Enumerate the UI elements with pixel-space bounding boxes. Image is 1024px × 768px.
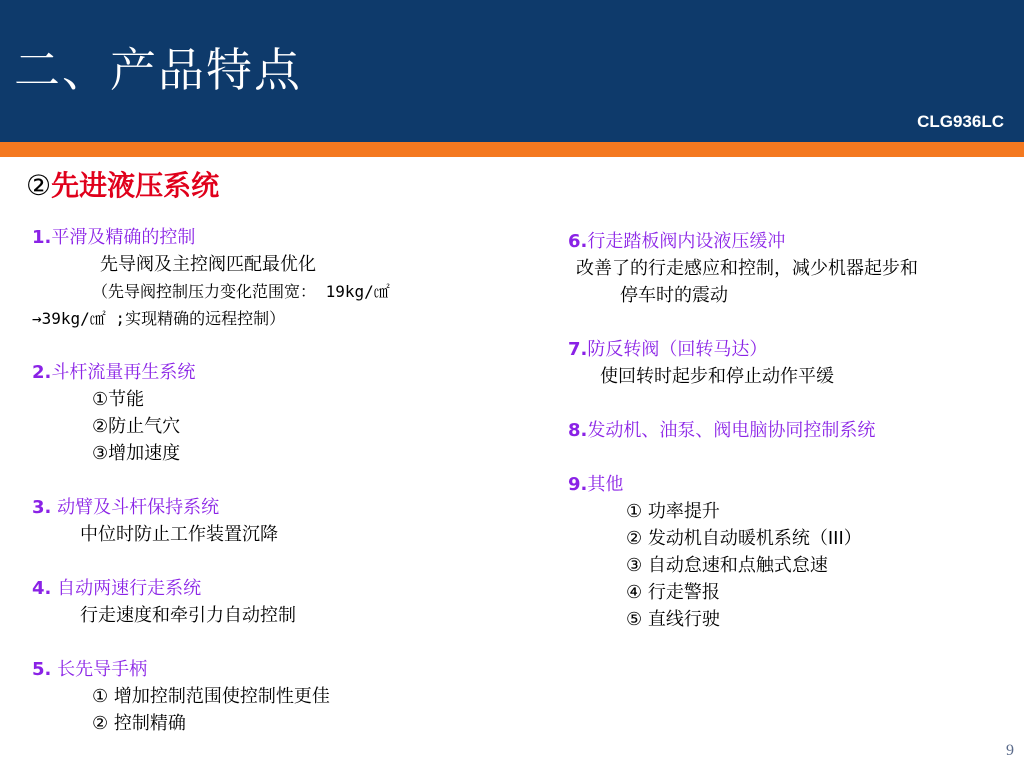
item-line: ②防止气穴 [92,416,181,437]
item-title: 动臂及斗杆保持系统 [57,497,220,518]
item-number: 1. [32,227,52,248]
item-line: 行走速度和牵引力自动控制 [80,605,296,626]
item-number: 8. [568,420,588,441]
item-line: 中位时防止工作装置沉降 [80,524,278,545]
item-line: ③ 自动怠速和点触式怠速 [626,555,828,576]
page-number: 9 [1006,742,1014,759]
item-line: 使回转时起步和停止动作平缓 [600,366,834,387]
right-column [568,228,1018,633]
slide-title: 二、产品特点 [14,43,302,97]
item-title: 防反转阀（回转马达） [587,339,768,360]
item-line: ② 控制精确 [92,713,186,734]
item-line: 先导阀及主控阀匹配最优化 [100,254,316,275]
item-heading [32,224,512,251]
item-heading [32,656,512,683]
item-number: 6. [568,231,588,252]
item-number: 5. [32,659,52,680]
item-line: ① 功率提升 [626,501,720,522]
item-line: ⑤ 直线行驶 [626,609,720,630]
item-line: ③增加速度 [92,443,181,464]
section-title [26,166,219,206]
item-title: 平滑及精确的控制 [51,227,196,248]
item-title: 斗杆流量再生系统 [51,362,196,383]
section-marker: ② [26,169,52,202]
item-number: 9. [568,474,588,495]
item-title: 其他 [587,474,624,495]
item-line: →39kg/㎠ ;实现精确的远程控制） [32,309,286,328]
item-line: （先导阀控制压力变化范围宽： 19kg/㎠ [92,282,390,301]
item-line: ④ 行走警报 [626,582,720,603]
item-line: ① 增加控制范围使控制性更佳 [92,686,330,707]
item-heading [32,575,512,602]
item-heading [32,494,512,521]
header-accent-band [0,142,1024,157]
item-title: 自动两速行走系统 [57,578,202,599]
item-heading [568,471,1018,498]
item-number: 4. [32,578,52,599]
item-line: 改善了的行走感应和控制，减少机器起步和 [576,258,918,279]
item-heading [568,417,1018,444]
item-title: 行走踏板阀内设液压缓冲 [587,231,786,252]
item-line: ①节能 [92,389,145,410]
model-label: CLG936LC [917,112,1004,131]
item-heading [32,359,512,386]
item-title: 发动机、油泵、阀电脑协同控制系统 [587,420,876,441]
item-heading [568,336,1018,363]
item-title: 长先导手柄 [57,659,148,680]
item-heading [568,228,1018,255]
item-number: 3. [32,497,52,518]
left-column [32,224,512,737]
item-number: 7. [568,339,588,360]
item-line: 停车时的震动 [620,285,728,306]
item-number: 2. [32,362,52,383]
section-title-text: 先进液压系统 [51,169,220,202]
item-line: ② 发动机自动暖机系统（III） [626,528,862,549]
